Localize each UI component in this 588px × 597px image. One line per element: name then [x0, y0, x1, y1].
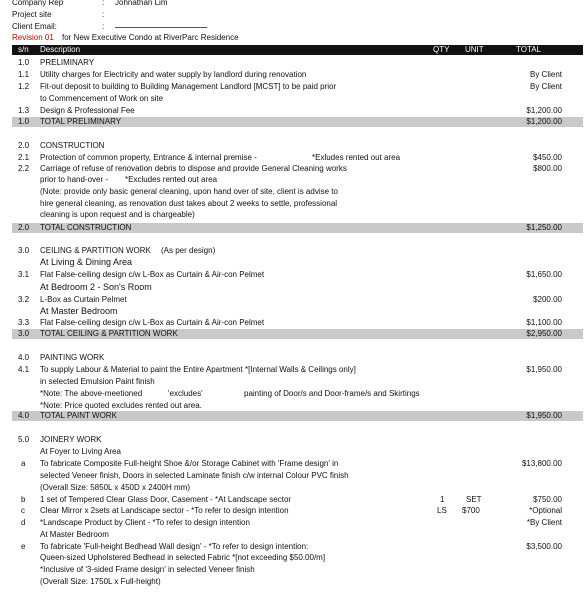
s4-heading-sn: 4.0 [18, 353, 30, 362]
s5-b-sn: b [21, 495, 26, 504]
s1-total-bar [12, 117, 583, 127]
s5-c-total: *Optional [529, 506, 562, 515]
s2-note-line2: hire general cleaning, as renovation dust takes about 2 weeks to settle, professional [40, 199, 338, 208]
s5-d-desc: *Landscape Product by Client - *To refer to design intention [40, 518, 250, 527]
s5-e-total: $3,500.00 [526, 542, 562, 551]
s4-total-amount: $1,950.00 [526, 411, 562, 420]
s1-row2-desc: Fit-out deposit to building to Building Management Landlord [MCST] to be paid prior [40, 82, 337, 91]
s5-b-qty: 1 [440, 495, 445, 504]
s1-row1-total: By Client [529, 70, 562, 79]
s5-area-master-bedroom: At Master Bedroom [40, 530, 109, 539]
s3-row1-total: $1,650.00 [526, 270, 562, 279]
s2-total-sn: 2.0 [18, 223, 30, 232]
s5-e-desc: To fabricate 'Full-height Bedhead Wall design' - *To refer to design intention: [40, 542, 309, 551]
s2-note-line3: cleaning is upon request and is chargeable) [40, 210, 195, 219]
revision-text: for New Executive Condo at RiverParc Residence [62, 33, 239, 42]
s1-row3-sn: 1.3 [18, 106, 30, 115]
project-site-label: Project site [12, 10, 52, 19]
s3-area-living-dining: At Living & Dining Area [40, 257, 133, 267]
s5-e-desc-line2: Queen-sized Upholstered Bedhead in selected Fabric *[not exceeding $50.00/m] [40, 553, 326, 562]
s1-total-amount: $1,200.00 [526, 117, 562, 126]
s1-heading-title: PRELIMINARY [40, 58, 95, 67]
s3-row2-total: $200.00 [533, 295, 562, 304]
s5-c-sn: c [21, 506, 25, 515]
s2-heading-title: CONSTRUCTION [40, 141, 105, 150]
s3-row1-sn: 3.1 [18, 270, 30, 279]
s3-total-amount: $2,950.00 [526, 329, 562, 338]
s4-total-label: TOTAL PAINT WORK [40, 411, 117, 420]
s3-heading-note: (As per design) [161, 246, 216, 255]
s5-b-total: $750.00 [533, 495, 562, 504]
s3-row3-sn: 3.3 [18, 318, 30, 327]
s2-row1-sn: 2.1 [18, 153, 30, 162]
s3-heading-title: CEILING & PARTITION WORK [40, 246, 151, 255]
s5-heading-sn: 5.0 [18, 435, 30, 444]
s5-a-total: $13,800.00 [521, 459, 562, 468]
s2-row2-desc-cont: prior to hand-over - [40, 175, 109, 184]
s4-row1-desc: To supply Labour & Material to paint the Entire Apartment *[Internal Walls & Ceilings only] [40, 365, 356, 374]
revision-label: Revision 01 [12, 33, 54, 42]
s5-b-desc: 1 set of Tempered Clear Glass Door, Casement - *At Landscape sector [40, 495, 292, 504]
s1-total-sn: 1.0 [18, 117, 30, 126]
s2-note-line1: (Note: provide only basic general cleaning, upon hand over of site, client is advise to [40, 187, 338, 196]
s1-row3-desc: Design & Professional Fee [40, 106, 135, 115]
s5-c-qty: LS [437, 506, 447, 515]
s3-total-sn: 3.0 [18, 329, 30, 338]
s5-a-sn: a [21, 459, 26, 468]
s2-row1-total: $450.00 [533, 153, 562, 162]
s2-total-bar [12, 223, 583, 233]
s3-row2-sn: 3.2 [18, 295, 30, 304]
client-email-redacted [115, 27, 207, 28]
company-rep-colon: : [102, 0, 105, 7]
s5-e-sn: e [21, 542, 26, 551]
s2-row2-desc: Carriage of refuse of renovation debris to dispose and provide General Cleaning works [40, 164, 347, 173]
s2-row1-desc: Protection of common property, Entrance & internal premise - [40, 153, 257, 162]
s4-note1-b: 'excludes' [168, 389, 203, 398]
s4-total-sn: 4.0 [18, 411, 30, 420]
s3-row3-desc: Flat False-ceiling design c/w L-Box as Curtain & Air-con Pelmet [40, 318, 265, 327]
s2-row2-total: $800.00 [533, 164, 562, 173]
s3-area-master-bedroom: At Master Bedroom [40, 306, 118, 316]
s1-row2-total: By Client [529, 82, 562, 91]
s1-row1-desc: Utility charges for Electricity and water supply by landlord during renovation [40, 70, 307, 79]
s3-row1-desc: Flat False-ceiling design c/w L-Box as Curtain & Air-con Pelmet [40, 270, 265, 279]
s1-row2-sn: 1.2 [18, 82, 30, 91]
client-email-colon: : [102, 22, 105, 31]
s3-row2-desc: L-Box as Curtain Pelmet [40, 295, 127, 304]
s5-c-unit: $700 [462, 506, 480, 515]
s5-heading-title: JOINERY WORK [40, 435, 102, 444]
s3-heading-sn: 3.0 [18, 246, 30, 255]
s1-heading-sn: 1.0 [18, 58, 30, 67]
s5-c-desc: Clear Mirror x 2sets at Landscape sector - *To refer to design intention [40, 506, 289, 515]
s1-total-label: TOTAL PRELIMINARY [40, 117, 122, 126]
s5-d-total: *By Client [526, 518, 562, 527]
project-site-colon: : [102, 10, 105, 19]
s1-row2-desc-cont: to Commencement of Work on site [40, 94, 164, 103]
client-email-label: Client Email: [12, 22, 57, 31]
s1-row1-sn: 1.1 [18, 70, 30, 79]
s3-row3-total: $1,100.00 [526, 318, 562, 327]
s5-a-desc-line2: selected Veneer finish, Doors in selected Laminate finish c/w internal Colour PVC finish [40, 471, 349, 480]
s5-d-sn: d [21, 518, 26, 527]
header-unit: UNIT [465, 45, 484, 54]
s5-area-foyer: At Foyer to Living Area [40, 447, 121, 456]
s2-row1-note: *Exludes rented out area [312, 153, 401, 162]
s4-note1-c: painting of Door/s and Door-frame/s and Skirtings [244, 389, 420, 398]
s5-a-desc: To fabricate Composite Full-height Shoe &/or Storage Cabinet with 'Frame design' in [40, 459, 339, 468]
s4-note1-a: *Note: The above-meetioned [40, 389, 143, 398]
s2-heading-sn: 2.0 [18, 141, 30, 150]
header-qty: QTY [433, 45, 450, 54]
s4-row1-desc-cont: in selected Emulsion Paint finish [40, 377, 155, 386]
company-rep-value: Johnathan Lim [115, 0, 168, 7]
s2-row2-sn: 2.2 [18, 164, 30, 173]
s3-area-bedroom2: At Bedroom 2 - Son's Room [40, 282, 152, 292]
table-header [12, 45, 583, 55]
s2-row2-note: *Excludes rented out area [125, 175, 218, 184]
s2-total-amount: $1,250.00 [526, 223, 562, 232]
s3-total-bar [12, 329, 583, 339]
s5-a-desc-line3: (Overall Size: 5850L x 450D x 2400H mm) [40, 483, 190, 492]
company-rep-label: Company Rep [12, 0, 64, 7]
s5-e-desc-line4: (Overall Size: 1750L x Full-height) [40, 577, 161, 586]
header-description: Description [40, 45, 81, 54]
s5-b-unit: SET [466, 495, 482, 504]
s2-total-label: TOTAL CONSTRUCTION [40, 223, 132, 232]
header-sn: s/n [18, 45, 29, 54]
header-total: TOTAL [516, 45, 542, 54]
s5-e-desc-line3: *Inclusive of '3-sided Frame design' in selected Veneer finish [40, 565, 255, 574]
s4-note2: *Note: Price quoted excludes rented out area. [40, 401, 202, 410]
s4-row1-total: $1,950.00 [526, 365, 562, 374]
s4-heading-title: PAINTING WORK [40, 353, 105, 362]
s3-total-label: TOTAL CEILING & PARTITION WORK [40, 329, 178, 338]
s1-row3-total: $1,200.00 [526, 106, 562, 115]
s4-total-bar [12, 411, 583, 421]
s4-row1-sn: 4.1 [18, 365, 30, 374]
